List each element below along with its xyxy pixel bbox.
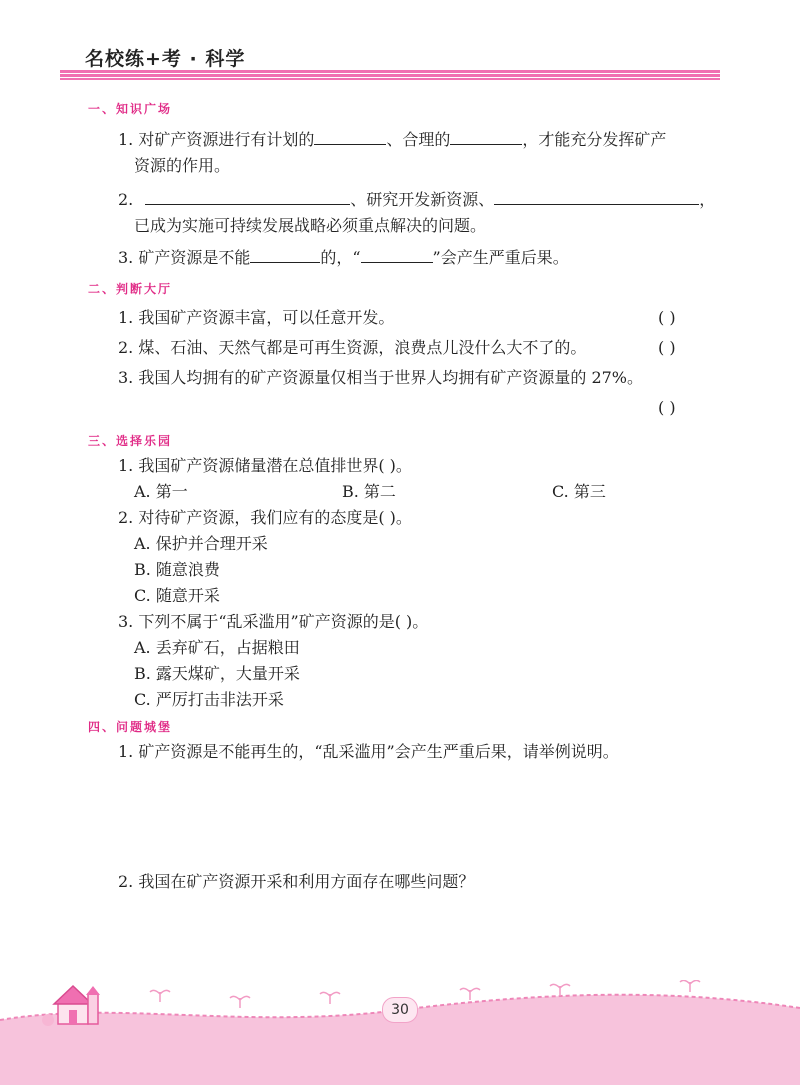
s2-question-3: 3. 我国人均拥有的矿产资源量仅相当于世界人均拥有矿产资源量的 27%。	[118, 368, 644, 387]
s1-q3-blank-2[interactable]	[361, 246, 433, 263]
s2-question-2: 2. 煤、石油、天然气都是可再生资源，浪费点儿没什么大不了的。	[118, 338, 587, 357]
s4-question-2: 2. 我国在矿产资源开采和利用方面存在哪些问题？	[118, 872, 475, 891]
s1-q1-blank-1[interactable]	[314, 128, 386, 145]
s1-question-2-line-1	[118, 188, 715, 210]
s4-question-1: 1. 矿产资源是不能再生的，“乱采滥用”会产生严重后果，请举例说明。	[118, 742, 619, 761]
s3-q3-option-c[interactable]: C. 严厉打击非法开采	[134, 690, 284, 709]
s3-q2-option-c[interactable]: C. 随意开采	[134, 586, 220, 605]
s1-q2-blank-1[interactable]	[145, 188, 350, 205]
page-header-title: 名校练+考 · 科学	[85, 48, 246, 70]
s3-q1-option-b[interactable]: B. 第二	[342, 482, 396, 501]
section-2-heading: 二、判断大厅	[88, 282, 173, 296]
s1-q3-blank-1[interactable]	[250, 246, 320, 263]
s3-q2-option-b[interactable]: B. 随意浪费	[134, 560, 220, 579]
s1-q2-text-c: ，	[699, 190, 716, 209]
s3-question-1: 1. 我国矿产资源储量潜在总值排世界( )。	[118, 456, 412, 475]
s1-q1-text-b: 、合理的	[386, 130, 451, 149]
house-icon	[40, 980, 110, 1030]
header-divider-bar	[60, 70, 720, 80]
s3-question-2: 2. 对待矿产资源，我们应有的态度是( )。	[118, 508, 412, 527]
s1-question-2-line-2: 已成为实施可持续发展战略必须重点解决的问题。	[134, 216, 487, 235]
s1-q3-text-b: 的，“	[320, 248, 361, 267]
s1-question-1-line-1	[118, 128, 666, 150]
section-1-heading: 一、知识广场	[88, 102, 173, 116]
footer-wave-decoration	[0, 980, 800, 1085]
section-3-heading: 三、选择乐园	[88, 434, 173, 448]
s1-q2-number: 2.	[118, 190, 134, 209]
s1-question-1-line-2: 资源的作用。	[134, 156, 231, 175]
s2-question-1: 1. 我国矿产资源丰富，可以任意开发。	[118, 308, 395, 327]
s3-q2-option-a[interactable]: A. 保护并合理开采	[134, 534, 268, 553]
s1-question-3	[118, 246, 569, 268]
s2-q2-answer-parentheses[interactable]: ( )	[658, 338, 676, 357]
s1-q1-text-c: ，才能充分发挥矿产	[522, 130, 667, 149]
s2-q1-answer-parentheses[interactable]: ( )	[658, 308, 676, 327]
page-number: 30	[382, 997, 418, 1023]
section-4-heading: 四、问题城堡	[88, 720, 173, 734]
s3-question-3: 3. 下列不属于“乱采滥用”矿产资源的是( )。	[118, 612, 429, 631]
s1-q3-text-a: 3. 矿产资源是不能	[118, 248, 251, 267]
s3-q1-option-a[interactable]: A. 第一	[134, 482, 188, 501]
s1-q1-blank-2[interactable]	[450, 128, 522, 145]
s3-q3-option-a[interactable]: A. 丢弃矿石，占据粮田	[134, 638, 300, 657]
s1-q1-text-a: 1. 对矿产资源进行有计划的	[118, 130, 315, 149]
s3-q3-option-b[interactable]: B. 露天煤矿，大量开采	[134, 664, 300, 683]
s1-q2-text-b: 、研究开发新资源、	[350, 190, 495, 209]
s1-q3-text-c: ”会产生严重后果。	[432, 248, 569, 267]
s3-q1-option-c[interactable]: C. 第三	[552, 482, 606, 501]
s1-q2-blank-2[interactable]	[494, 188, 699, 205]
s2-q3-answer-parentheses[interactable]: ( )	[658, 398, 676, 417]
